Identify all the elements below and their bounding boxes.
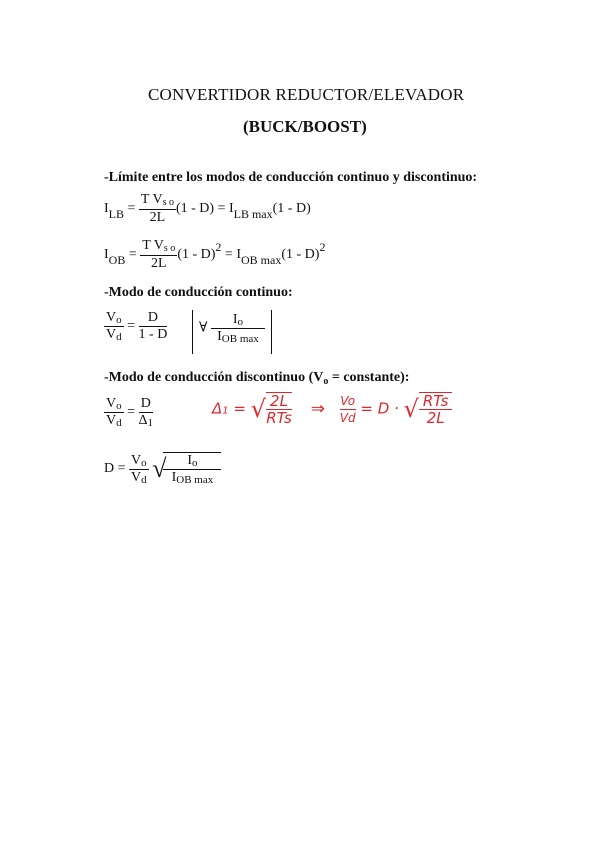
disc-num: V <box>106 396 117 411</box>
duty-root-fraction <box>163 452 221 486</box>
cont-rnum: D <box>139 310 168 327</box>
duty-den: V <box>131 469 142 485</box>
disc-lhs-fraction <box>104 396 124 429</box>
handwritten-note <box>212 392 452 426</box>
duty-root-den: I <box>171 470 177 485</box>
iob-rhs-sup: 2 <box>215 240 222 255</box>
duty-num-sub: o <box>141 456 147 469</box>
cond-den-sub: OB max <box>221 333 259 345</box>
implies-icon: ⇒ <box>310 398 325 419</box>
hw-root1 <box>266 392 292 426</box>
disc-heading-text: -Modo de conducción discontinuo (V <box>104 370 324 385</box>
disc-den-sub: d <box>116 417 122 429</box>
duty-den-sub: d <box>141 473 147 486</box>
iob-rhs: (1 - D) <box>177 247 216 263</box>
ilb-den: 2L <box>149 210 166 225</box>
cond-den: I <box>217 329 222 344</box>
ilb-eq: = <box>124 201 139 217</box>
hw-delta-sub: 1 <box>222 405 229 417</box>
ilb-fraction <box>139 192 176 226</box>
disc-eq: = <box>123 404 139 420</box>
ilb-rhs: (1 - D) = I <box>175 201 234 217</box>
ilb-lhs-sub: LB <box>108 207 125 222</box>
cont-den: V <box>106 327 117 342</box>
hw-root1-den: RTs <box>266 409 292 427</box>
duty-fraction <box>129 453 149 486</box>
duty-root-den-sub: OB max <box>176 474 214 486</box>
equation-iob <box>104 238 325 272</box>
iob-num-sub: s o <box>163 243 176 254</box>
equation-continuous <box>104 310 167 343</box>
cont-num-sub: o <box>116 314 122 326</box>
iob-tail: (1 - D) <box>281 247 320 263</box>
disc-rhs-fraction <box>139 396 154 429</box>
disc-num-sub: o <box>116 400 122 412</box>
disc-den: V <box>106 413 117 428</box>
hw-root2 <box>419 392 453 426</box>
equation-ilb <box>104 192 311 226</box>
hw-delta: Δ <box>212 399 223 418</box>
duty-num: V <box>131 452 142 468</box>
hw-sqrt1-icon: √ <box>250 395 267 423</box>
iob-den: 2L <box>151 256 167 271</box>
cont-den-sub: d <box>116 331 122 343</box>
cond-fraction <box>211 312 265 345</box>
hw-ratio <box>340 393 356 426</box>
disc-rnum: D <box>139 396 154 413</box>
iob-eq: = <box>125 247 141 263</box>
ilb-tail: (1 - D) <box>272 201 311 217</box>
equation-duty <box>104 452 221 486</box>
ilb-num-sub: s o <box>162 197 174 208</box>
hw-eq1: = <box>228 399 251 418</box>
cond-num: I <box>232 312 238 327</box>
iob-rhs2: = I <box>221 247 241 263</box>
duty-lhs: D = <box>104 461 130 477</box>
iob-rhs-sub: OB max <box>240 253 282 268</box>
ilb-lhs: I <box>104 201 109 217</box>
iob-num: T V <box>142 238 164 253</box>
page-subtitle: (BUCK/BOOST) <box>243 117 367 136</box>
hw-sqrt2-icon: √ <box>403 395 419 423</box>
duty-root-num: I <box>187 453 192 468</box>
cond-forall: ∀ <box>199 320 208 336</box>
cont-eq: = <box>123 318 139 334</box>
ilb-rhs-sub: LB max <box>233 207 273 222</box>
disc-rden-sub: 1 <box>147 417 154 429</box>
cont-num: V <box>106 310 117 325</box>
cont-rhs-fraction <box>139 310 168 343</box>
iob-fraction <box>140 238 177 272</box>
equation-discontinuous <box>104 396 153 429</box>
hw-root2-den: 2L <box>426 409 445 427</box>
disc-rden: Δ <box>138 413 148 428</box>
hw-eq2: = D · <box>355 399 404 418</box>
cont-lhs-fraction <box>104 310 124 343</box>
page-title: CONVERTIDOR REDUCTOR/ELEVADOR <box>148 85 465 104</box>
hw-root1-num: 2L <box>266 393 292 410</box>
duty-root-num-sub: o <box>192 457 198 469</box>
iob-tail-sup: 2 <box>319 240 326 255</box>
hw-vo: Vo <box>340 393 356 408</box>
iob-lhs-sub: OB <box>108 253 126 268</box>
cont-rden: 1 - D <box>138 327 168 342</box>
disc-heading-sub: o <box>323 376 329 387</box>
hw-vd: Vd <box>339 410 356 425</box>
disc-heading-tail: = constante): <box>328 370 410 385</box>
limit-heading: -Límite entre los modos de conducción continuo y discontinuo: <box>104 170 478 185</box>
sqrt-symbol: √ <box>152 454 167 483</box>
continuous-condition <box>192 310 272 354</box>
ilb-num: T V <box>140 192 163 207</box>
continuous-heading: -Modo de conducción continuo: <box>104 285 293 300</box>
discontinuous-heading <box>104 370 409 386</box>
cond-num-sub: o <box>237 316 244 328</box>
hw-root2-num: RTs <box>419 393 453 410</box>
iob-lhs: I <box>104 247 109 263</box>
